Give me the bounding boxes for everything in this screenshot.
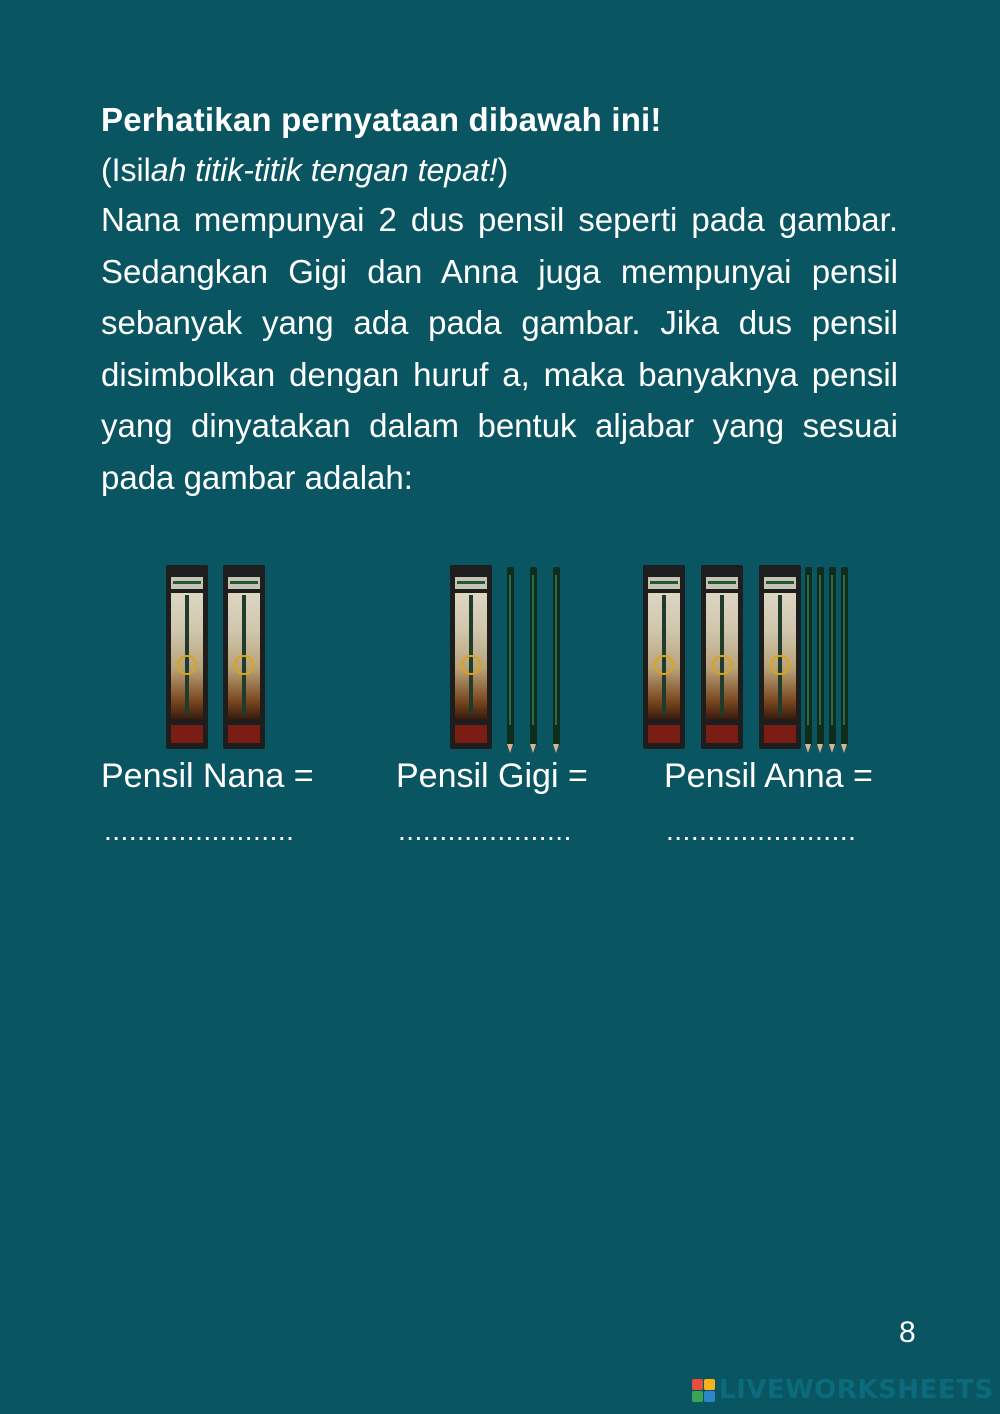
pencil-icon: [841, 567, 848, 745]
liveworksheets-watermark: [692, 1376, 994, 1404]
pencil-icon: [817, 567, 824, 745]
pencil-icon: [530, 567, 537, 745]
pencil-box-icon: [701, 565, 743, 749]
logo-square: [704, 1379, 715, 1390]
instruction-close: ): [497, 152, 509, 188]
anna-pencil-image: [643, 565, 848, 751]
nana-pencil-image: [166, 565, 266, 751]
pencil-box-icon: [450, 565, 492, 749]
anna-label: Pensil Anna =: [664, 757, 873, 795]
pencil-box-icon: [759, 565, 801, 749]
watermark-text: LIVEWORKSHEETS: [719, 1375, 994, 1405]
pencil-box-icon: [643, 565, 685, 749]
instruction-italic: ah titik-titik tengan tepat!: [150, 152, 498, 188]
logo-square: [692, 1379, 703, 1390]
pencil-icon: [507, 567, 514, 745]
anna-answer-blank[interactable]: .......................: [666, 815, 857, 846]
pencil-box-icon: [223, 565, 265, 749]
instruction: [101, 152, 508, 189]
liveworksheets-logo-icon: [692, 1379, 715, 1402]
pencil-icon: [553, 567, 560, 745]
page-number: 8: [899, 1316, 916, 1349]
gigi-pencil-image: [450, 565, 565, 751]
nana-label: Pensil Nana =: [101, 757, 314, 795]
instruction-open: (Isil: [101, 152, 151, 188]
pencil-icon: [805, 567, 812, 745]
gigi-label: Pensil Gigi =: [396, 757, 588, 795]
nana-answer-blank[interactable]: .......................: [104, 815, 295, 846]
pencil-box-icon: [166, 565, 208, 749]
pencil-icon: [829, 567, 836, 745]
gigi-answer-blank[interactable]: .....................: [398, 815, 572, 846]
question-text: Nana mempunyai 2 dus pensil seperti pada gambar. Sedangkan Gigi dan Anna juga mempunyai pensil sebanyak yang ada pada gambar. Jika dus pensil disimbolkan dengan huruf a, maka banyaknya pensil yang dinyatakan dalam bentuk aljabar yang sesuai pada gambar adalah:: [101, 201, 898, 496]
heading: Perhatikan pernyataan dibawah ini!: [101, 101, 662, 138]
logo-square: [704, 1391, 715, 1402]
logo-square: [692, 1391, 703, 1402]
